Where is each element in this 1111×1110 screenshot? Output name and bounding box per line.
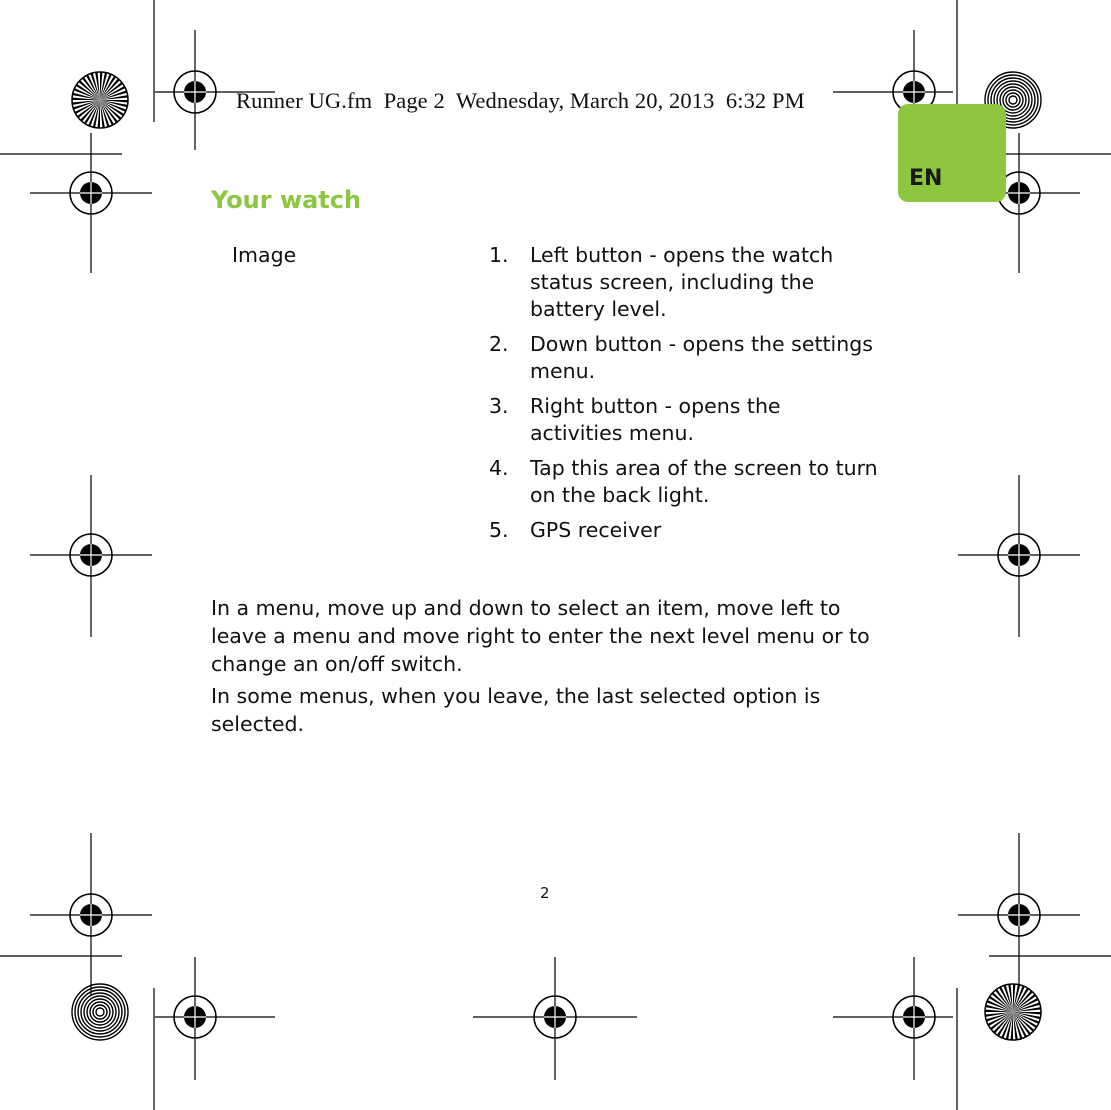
list-item-text: Tap this area of the screen to turn on the back light. [530,456,878,507]
registration-crosshair-icon [155,957,275,1080]
page-number: 2 [540,884,550,902]
registration-crosshair-icon [958,475,1080,637]
list-item-number: 2. [489,332,509,356]
registration-crosshair-icon [30,833,152,995]
registration-crosshair-icon [958,833,1080,995]
list-item-number: 1. [489,243,509,267]
figure-placeholder: Image [232,243,297,267]
starburst-target-icon [985,984,1041,1040]
language-tab-label: EN [909,166,943,191]
running-header: Runner UG.fm Page 2 Wednesday, March 20, 2013 6:32 PM [236,88,805,113]
registration-crosshair-icon [30,475,152,637]
section-title: Your watch [211,186,362,214]
list-item [489,455,879,509]
list-item-text: Right button - opens the activities menu. [530,394,781,445]
list-item [489,331,879,385]
list-item-number: 3. [489,394,509,418]
callout-list [489,242,879,552]
body-paragraph: In a menu, move up and down to select an item, move left to leave a menu and move right to enter the next level menu or to change an on/off switch. [211,596,870,676]
language-tab [898,104,1006,202]
list-item [489,242,879,323]
list-item-text: Down button - opens the settings menu. [530,332,873,383]
list-item-number: 5. [489,518,509,542]
list-item-text: GPS receiver [530,518,662,542]
registration-crosshair-icon [833,957,953,1080]
list-item-number: 4. [489,456,509,480]
body-paragraph: In some menus, when you leave, the last selected option is selected. [211,684,821,736]
list-item [489,393,879,447]
registration-crosshair-icon [473,957,637,1080]
list-item [489,517,879,544]
starburst-target-icon [72,72,128,128]
list-item-text: Left button - opens the watch status screen, including the battery level. [530,243,834,321]
concentric-target-icon [72,984,128,1040]
